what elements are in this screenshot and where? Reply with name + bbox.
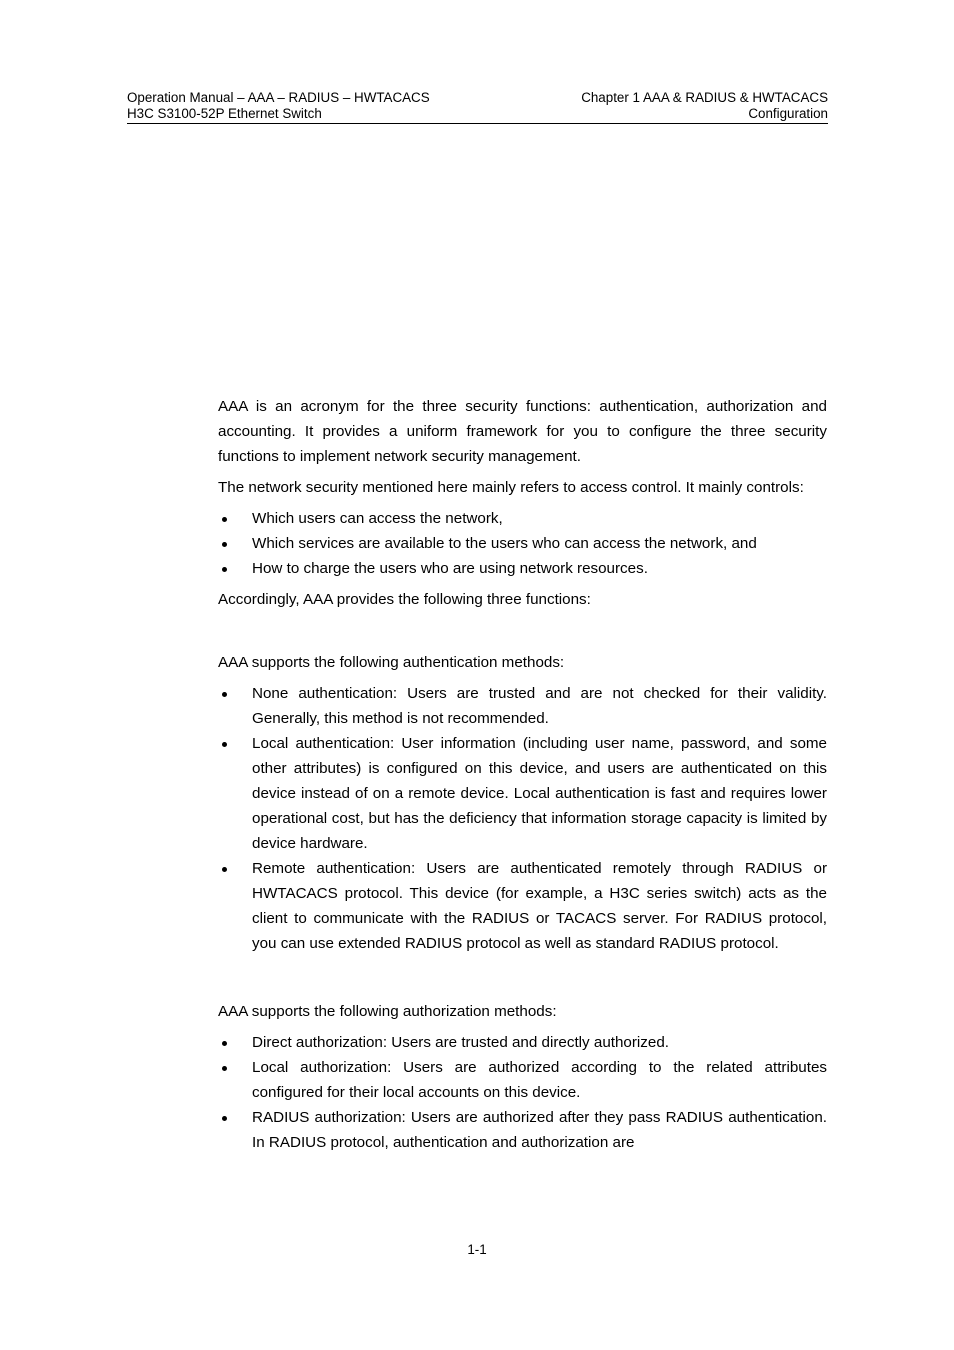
authorization-bullet-list [218,1030,827,1155]
page-body [218,394,827,1161]
section-spacer [218,612,827,650]
list-item: None authentication: Users are trusted and are not checked for their validity. Generally, this method is not recommended. [218,681,827,731]
authentication-intro: AAA supports the following authentication methods: [218,654,565,671]
intro-paragraph-3: Accordingly, AAA provides the following three functions: [218,591,591,608]
page-number: 1-1 [467,1242,487,1257]
list-item: Which users can access the network, [218,506,827,531]
intro-paragraph-1: AAA is an acronym for the three security functions: authentication, authorization and accounting. It provides a uniform framework for you to configure the three security functions to implement network security management. [218,398,827,465]
header-chapter-title: Chapter 1 AAA & RADIUS & HWTACACS [581,90,828,105]
header-product-name: H3C S3100-52P Ethernet Switch [127,106,322,121]
list-item: Local authorization: Users are authorized according to the related attributes configured for their local accounts on this device. [218,1055,827,1105]
list-item: RADIUS authorization: Users are authorized after they pass RADIUS authentication. In RADIUS protocol, authentication and authorization are [218,1105,827,1155]
authorization-intro: AAA supports the following authorization methods: [218,1003,557,1020]
authentication-bullet-list [218,681,827,956]
intro-bullet-list [218,506,827,581]
list-item: How to charge the users who are using network resources. [218,556,827,581]
list-item: Local authentication: User information (including user name, password, and some other attributes) is configured on this device, and users are authenticated on this device instead of on a remote device. Local authentication is fast and requires lower operational cost, but has the deficiency that information storage capacity is limited by device hardware. [218,731,827,856]
section-spacer [218,962,827,999]
list-item: Which services are available to the users who can access the network, and [218,531,827,556]
page-header [127,90,828,124]
list-item: Remote authentication: Users are authenticated remotely through RADIUS or HWTACACS protocol. This device (for example, a H3C series switch) acts as the client to communicate with the RADIUS or TACACS server. For RADIUS protocol, you can use extended RADIUS protocol as well as standard RADIUS protocol. [218,856,827,956]
list-item: Direct authorization: Users are trusted and directly authorized. [218,1030,827,1055]
header-chapter-subtitle: Configuration [748,106,828,121]
intro-paragraph-2: The network security mentioned here mainly refers to access control. It mainly controls: [218,479,804,496]
header-manual-title: Operation Manual – AAA – RADIUS – HWTACACS [127,90,430,105]
